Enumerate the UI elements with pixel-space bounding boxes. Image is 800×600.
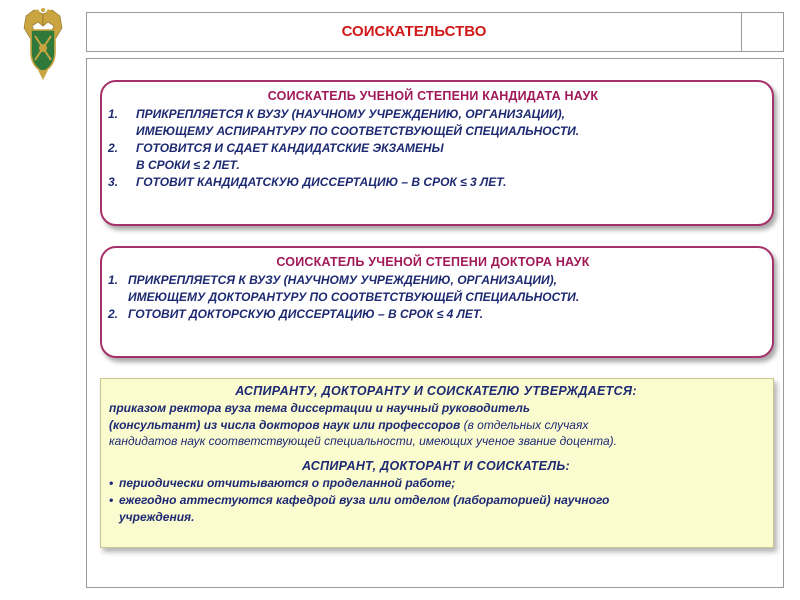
item-line-cont: ИМЕЮЩЕМУ ДОКТОРАНТУРУ ПО СООТВЕТСТВУЮЩЕЙ СПЕЦИАЛЬНОСТИ.: [128, 290, 580, 304]
emblem-logo: [20, 8, 66, 82]
item-text: [136, 140, 758, 174]
list-item: [108, 174, 758, 191]
approval-note: [100, 378, 774, 548]
bullet-line-cont: учреждения.: [119, 509, 195, 524]
list-item: [108, 140, 758, 174]
bullet-text: периодически отчитываются о проделанной работе;: [119, 475, 456, 490]
card-title: СОИСКАТЕЛЬ УЧЕНОЙ СТЕПЕНИ КАНДИДАТА НАУК: [267, 89, 599, 103]
item-line: ПРИКРЕПЛЯЕТСЯ К ВУЗУ (НАУЧНОМУ УЧРЕЖДЕНИЮ, ОРГАНИЗАЦИИ),: [136, 107, 565, 121]
title-bar: [86, 12, 784, 52]
approval-heading: АСПИРАНТУ, ДОКТОРАНТУ И СОИСКАТЕЛЮ УТВЕРЖДАЕТСЯ:: [235, 384, 637, 398]
item-line-cont: ИМЕЮЩЕМУ АСПИРАНТУРУ ПО СООТВЕТСТВУЮЩЕЙ СПЕЦИАЛЬНОСТИ.: [136, 124, 580, 138]
approval-line: [109, 417, 763, 434]
item-text: ГОТОВИТ КАНДИДАТСКУЮ ДИССЕРТАЦИЮ – В СРОК ≤ 3 ЛЕТ.: [136, 175, 507, 189]
list-item: [108, 272, 758, 306]
list-item: [108, 106, 758, 140]
item-number: 1.: [108, 107, 119, 121]
bullet-text: [119, 492, 763, 526]
card-title: СОИСКАТЕЛЬ УЧЕНОЙ СТЕПЕНИ ДОКТОРА НАУК: [276, 255, 590, 269]
bullet-item: [109, 475, 763, 492]
title-divider: [741, 13, 742, 51]
approval-line: приказом ректора вуза тема диссертации и научный руководитель: [109, 401, 530, 415]
approval-line-normal: (в отдельных случаях: [460, 417, 589, 432]
item-line: ГОТОВИТСЯ И СДАЕТ КАНДИДАТСКИЕ ЭКЗАМЕНЫ: [136, 141, 444, 155]
item-line-cont: В СРОКИ ≤ 2 ЛЕТ.: [136, 158, 240, 172]
coat-of-arms-icon: [20, 8, 66, 82]
list-item: [108, 306, 758, 323]
item-number: 3.: [108, 175, 119, 189]
bullet-icon: •: [109, 475, 114, 490]
bullet-item: [109, 492, 763, 526]
item-number: 2.: [108, 307, 119, 321]
approval-body: [109, 400, 763, 450]
approval-line-bold: (консультант) из числа докторов наук или профессоров: [109, 417, 461, 432]
bullet-icon: •: [109, 492, 114, 507]
item-text: ГОТОВИТ ДОКТОРСКУЮ ДИССЕРТАЦИЮ – В СРОК ≤ 4 ЛЕТ.: [128, 307, 484, 321]
item-line: ПРИКРЕПЛЯЕТСЯ К ВУЗУ (НАУЧНОМУ УЧРЕЖДЕНИЮ, ОРГАНИЗАЦИИ),: [128, 273, 557, 287]
bullet-line: ежегодно аттестуются кафедрой вуза или отделом (лабораторией) научного: [119, 492, 610, 507]
doctor-degree-card: [100, 246, 774, 358]
item-text: [136, 106, 758, 140]
page-title: СОИСКАТЕЛЬСТВО: [341, 23, 487, 40]
approval-line: кандидатов наук соответствующей специальности, имеющих ученое звание доцента).: [109, 434, 617, 448]
item-text: [128, 272, 758, 306]
duties-heading: АСПИРАНТ, ДОКТОРАНТ И СОИСКАТЕЛЬ:: [302, 458, 570, 473]
item-number: 1.: [108, 273, 119, 287]
item-number: 2.: [108, 141, 119, 155]
candidate-degree-card: [100, 80, 774, 226]
